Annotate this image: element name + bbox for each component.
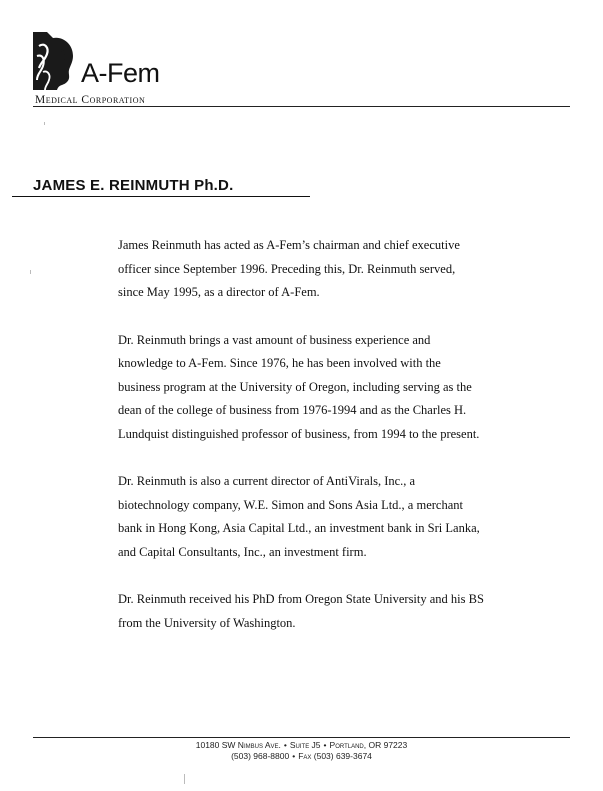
brand-name: A-Fem (81, 58, 160, 88)
brand-subtitle: Medical Corporation (35, 94, 146, 106)
text-line: biotechnology company, W.E. Simon and Sons Asia Ltd., a merchant (118, 497, 463, 512)
text-line: knowledge to A-Fem. Since 1976, he has been involved with the (118, 356, 441, 370)
scan-speck (184, 774, 185, 784)
woman-profile-logo-icon (33, 32, 81, 92)
scan-speck (30, 270, 31, 274)
title-underline (12, 196, 310, 197)
text-line: since May 1995, as a director of A-Fem. (118, 285, 320, 299)
text-line: Dr. Reinmuth is also a current director of AntiVirals, Inc., a (118, 474, 416, 488)
paragraph (118, 329, 538, 447)
text-line: James Reinmuth has acted as A-Fem’s chairman and chief executive (118, 238, 460, 252)
contact-line (0, 751, 603, 762)
text-line: Lundquist distinguished professor of business, from 1994 to the present. (118, 426, 480, 441)
separator-bullet: • (323, 740, 327, 750)
text-line: officer since September 1996. Preceding this, Dr. Reinmuth served, (118, 261, 456, 276)
text-line: Dr. Reinmuth brings a vast amount of business experience and (118, 332, 431, 347)
text-line: dean of the college of business from 1976-1994 and as the Charles H. (118, 403, 467, 417)
address-line (0, 740, 603, 751)
footer-address (0, 740, 603, 762)
city-state-zip: Portland, OR 97223 (329, 740, 408, 750)
separator-bullet: • (292, 751, 296, 761)
separator-bullet: • (283, 740, 287, 750)
company-logo (33, 32, 173, 107)
header-divider (33, 106, 570, 107)
phone-number: (503) 968-8800 (231, 751, 290, 761)
paragraph (118, 588, 538, 635)
text-line: Dr. Reinmuth received his PhD from Oregon State University and his BS (118, 592, 484, 606)
text-line: business program at the University of Oregon, including serving as the (118, 379, 472, 394)
text-line: and Capital Consultants, Inc., an investment firm. (118, 544, 367, 559)
suite-number: Suite J5 (289, 740, 321, 750)
paragraph (118, 234, 538, 305)
fax-number: Fax (503) 639-3674 (298, 751, 372, 761)
text-line: from the University of Washington. (118, 615, 296, 630)
paragraph (118, 470, 538, 564)
document-title: JAMES E. REINMUTH Ph.D. (33, 177, 234, 194)
street-address: 10180 SW Nimbus Ave. (195, 740, 281, 750)
scan-speck (44, 122, 45, 125)
footer-divider (33, 737, 570, 738)
biography-body (118, 234, 538, 659)
text-line: bank in Hong Kong, Asia Capital Ltd., an investment bank in Sri Lanka, (118, 521, 480, 535)
